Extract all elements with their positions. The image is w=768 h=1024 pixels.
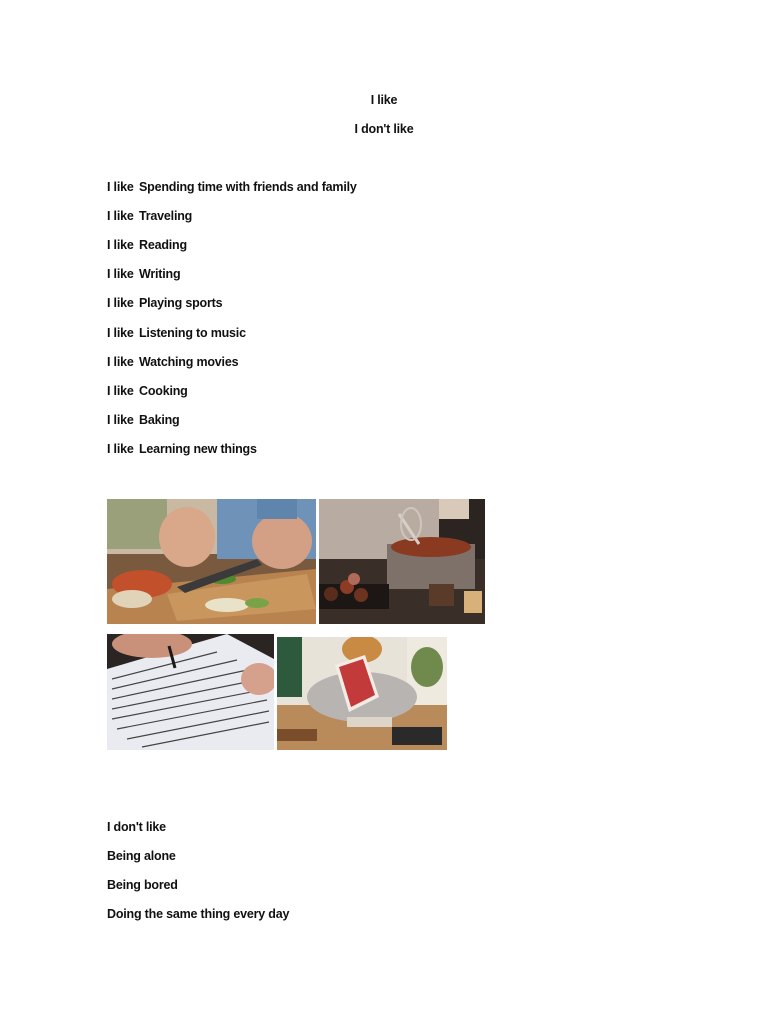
- like-prefix: I like: [107, 209, 134, 223]
- like-prefix: I like: [107, 326, 134, 340]
- like-prefix: I like: [107, 442, 134, 456]
- list-item: [107, 209, 192, 223]
- like-item: Reading: [139, 238, 187, 252]
- like-item: Spending time with friends and family: [139, 180, 357, 194]
- heading-i-like: I like: [370, 93, 398, 107]
- like-item: Listening to music: [139, 326, 246, 340]
- like-item: Playing sports: [139, 296, 223, 310]
- baking-photo: [319, 499, 485, 624]
- like-item: Learning new things: [139, 442, 257, 456]
- list-item: [107, 267, 180, 281]
- like-item: Watching movies: [139, 355, 239, 369]
- list-item: [107, 238, 187, 252]
- reading-photo: [277, 637, 447, 750]
- like-item: Baking: [139, 413, 180, 427]
- list-item: [107, 180, 357, 194]
- list-item: Being bored: [107, 878, 178, 892]
- like-item: Writing: [139, 267, 181, 281]
- list-item: Doing the same thing every day: [107, 907, 290, 921]
- list-item: [107, 355, 238, 369]
- writing-photo: [107, 634, 274, 750]
- like-prefix: I like: [107, 180, 134, 194]
- dislikes-heading: I don't like: [107, 820, 166, 834]
- cooking-photo: [107, 499, 316, 624]
- heading-i-dont-like: I don't like: [354, 122, 414, 136]
- like-prefix: I like: [107, 267, 134, 281]
- list-item: [107, 296, 222, 310]
- list-item: [107, 413, 179, 427]
- like-prefix: I like: [107, 384, 134, 398]
- list-item: [107, 326, 246, 340]
- like-prefix: I like: [107, 355, 134, 369]
- list-item: Being alone: [107, 849, 176, 863]
- like-item: Traveling: [139, 209, 193, 223]
- list-item: [107, 384, 188, 398]
- like-item: Cooking: [139, 384, 188, 398]
- like-prefix: I like: [107, 238, 134, 252]
- like-prefix: I like: [107, 413, 134, 427]
- like-prefix: I like: [107, 296, 134, 310]
- list-item: [107, 442, 257, 456]
